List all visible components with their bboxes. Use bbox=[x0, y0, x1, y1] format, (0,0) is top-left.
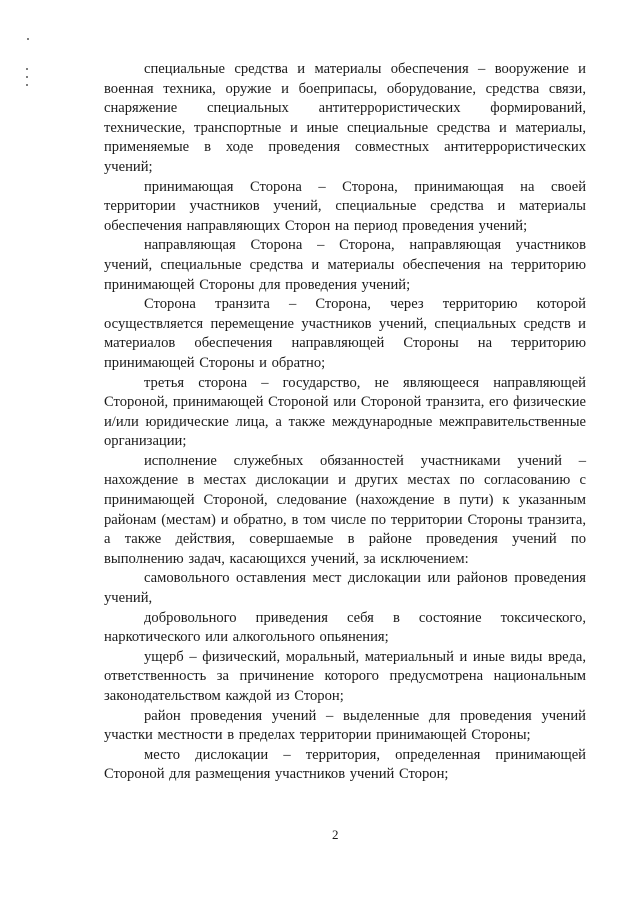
paragraph-exception-absence: самовольного оставления мест дислокации или районов проведения учений, bbox=[104, 570, 586, 607]
paragraph-damage: ущерб – физический, моральный, материальный и иные виды вреда, ответственность за причинение которого предусмотрена национальным законодательством каждой из Сторон; bbox=[104, 648, 586, 704]
paragraph-exercise-area: район проведения учений – выделенные для проведения учений участки местности в пределах территории принимающей Стороны; bbox=[104, 707, 586, 744]
paragraph-special-means: специальные средства и материалы обеспечения – вооружение и военная техника, оружие и боеприпасы, оборудование, средства связи, снаряжение специальных антитеррористических формирований, технические, транспортные и иные специальные средства и материалы, применяемые в ходе проведения совместных антитеррористических учений; bbox=[104, 61, 586, 175]
paragraph-sending-party: направляющая Сторона – Сторона, направляющая участников учений, специальные средства и материалы обеспечения на территорию принимающей Стороны для проведения учений; bbox=[104, 237, 586, 293]
paragraph-official-duties: исполнение служебных обязанностей участниками учений – нахождение в местах дислокации и других местах по согласованию с принимающей Стороной, следование (нахождение в пути) к указанным районам (местам) и обратно, в том числе по территории Стороны транзита, а также действия, совершаемые в районе проведения учений по выполнению задач, касающихся учений, за исключением: bbox=[104, 452, 586, 567]
scan-speck bbox=[26, 84, 28, 86]
paragraph-deployment-place: место дислокации – территория, определенная принимающей Стороной для размещения участников учений Сторон; bbox=[104, 746, 586, 783]
scan-speck bbox=[26, 68, 28, 70]
scan-speck bbox=[26, 76, 28, 78]
scan-speck bbox=[27, 38, 29, 40]
paragraph-third-party: третья сторона – государство, не являющееся направляющей Стороной, принимающей Стороной или Стороной транзита, его физические и/или юридические лица, а также международные межправительственные организации; bbox=[104, 374, 586, 450]
paragraph-transit-party: Сторона транзита – Сторона, через территорию которой осуществляется перемещение участников учений, специальных средств и материалов обеспечения направляющей Стороны на территорию принимающей Стороны и обратно; bbox=[104, 296, 586, 371]
paragraph-receiving-party: принимающая Сторона – Сторона, принимающая на своей территории участников учений, специальные средства и материалы обеспечения направляющих Сторон на период проведения учений; bbox=[104, 178, 586, 234]
paragraph-exception-intoxication: добровольного приведения себя в состояние токсического, наркотического или алкогольного опьянения; bbox=[104, 609, 586, 646]
document-body bbox=[104, 60, 586, 785]
page-number: 2 bbox=[332, 827, 339, 842]
